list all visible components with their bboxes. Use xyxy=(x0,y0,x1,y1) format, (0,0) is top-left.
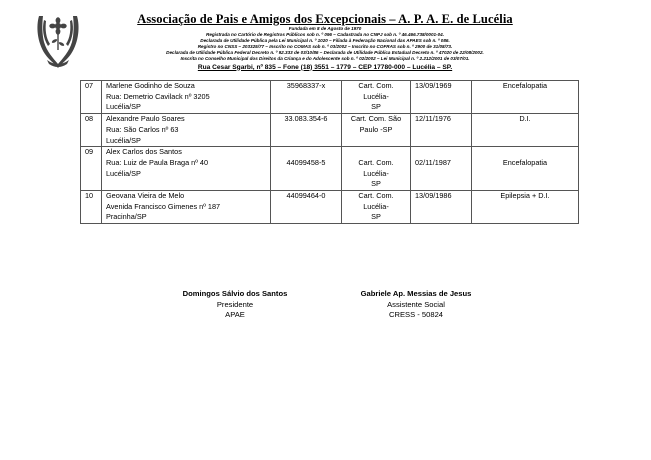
record-certificate-state: SP xyxy=(371,102,381,112)
record-name: Marlene Godinho de Souza xyxy=(106,81,195,90)
record-certificate-cell xyxy=(342,191,411,224)
record-certificate: Cart. Com. Lucélia- xyxy=(358,157,394,178)
record-city: Lucélia/SP xyxy=(106,168,141,178)
organization-title: Associação de Pais e Amigos dos Excepcionais – A. P. A. E. de Lucélia xyxy=(137,12,513,26)
record-birth-date: 12/11/1976 xyxy=(411,114,472,147)
signature-social-worker xyxy=(336,289,496,321)
record-diagnosis-value: Encefalopatia xyxy=(502,157,548,167)
record-document: 44099464-0 xyxy=(271,191,342,224)
signature-president xyxy=(155,289,315,321)
federal-utility-line: Declarada de Utilidade Pública Federal Decreto n. º 92.333 de 03/10/86 – Declarada de Utilidade Pública Estadual Decreto n. º 47020 de 22/08/2002. xyxy=(166,50,484,56)
record-name-cell xyxy=(102,191,271,224)
record-name-cell xyxy=(102,147,271,191)
table-row xyxy=(81,114,579,147)
signatory-role: Assistente Social xyxy=(387,299,445,309)
signatory-org: APAE xyxy=(225,310,245,320)
record-name: Alexandre Paulo Soares xyxy=(106,114,185,124)
letterhead xyxy=(95,12,555,72)
records-table xyxy=(80,80,579,224)
record-address: Rua: Luiz de Paula Braga nº 40 xyxy=(106,157,209,167)
record-document-value: 44099458-5 xyxy=(286,157,326,167)
signatory-registration: CRESS - 50824 xyxy=(388,310,444,320)
signatory-name: Domingos Sálvio dos Santos xyxy=(182,289,288,298)
record-birth-date: 13/09/1986 xyxy=(411,191,472,224)
record-city: Lucélia/SP xyxy=(106,102,141,112)
record-certificate: Cart. Com. São xyxy=(350,114,402,124)
record-document xyxy=(271,147,342,191)
record-city: Pracinha/SP xyxy=(106,212,147,222)
record-address: Rua: São Carlos nº 63 xyxy=(106,124,179,134)
table-row xyxy=(81,191,579,224)
municipal-utility-line: Declarada de Utilidade Pública pela Lei Municipal n. º 1020 – Filiada à Federação Nacional das APAES sob n. º 086. xyxy=(200,38,450,44)
record-birth-date: 13/09/1969 xyxy=(411,81,472,114)
record-birth-date xyxy=(411,147,472,191)
record-birth-date-value: 02/11/1987 xyxy=(415,157,451,167)
record-certificate-state: Paulo -SP xyxy=(359,124,393,134)
record-name: Alex Carlos dos Santos xyxy=(106,147,182,157)
table-row xyxy=(81,81,579,114)
signatory-name: Gabriele Ap. Messias de Jesus xyxy=(360,289,472,298)
record-address: Avenida Francisco Gimenes nº 187 xyxy=(106,201,221,211)
record-city: Lucélia/SP xyxy=(106,135,141,145)
record-number: 07 xyxy=(81,81,102,114)
record-certificate-state: SP xyxy=(371,212,381,222)
record-name-cell xyxy=(102,114,271,147)
record-address: Rua: Demetrio Cavilack nº 3205 xyxy=(106,91,210,101)
record-number: 09 xyxy=(81,147,102,191)
record-diagnosis xyxy=(472,147,579,191)
table-row xyxy=(81,147,579,191)
record-number: 10 xyxy=(81,191,102,224)
record-diagnosis: D.I. xyxy=(472,114,579,147)
record-document: 33.083.354-6 xyxy=(271,114,342,147)
record-name: Geovana Vieira de Melo xyxy=(106,191,185,201)
record-diagnosis: Encefalopatia xyxy=(472,81,579,114)
record-certificate: Cart. Com. Lucélia- xyxy=(358,191,394,211)
council-line: Inscrita no Conselho Municipal dos Direitos da Criança e do Adolescente sob n. º 02/2002 – Lei Municipal n. º 2.212/2001 de 03/07/01. xyxy=(180,56,470,62)
record-certificate-cell xyxy=(342,114,411,147)
record-certificate-cell xyxy=(342,147,411,191)
record-diagnosis: Epilepsia + D.I. xyxy=(472,191,579,224)
cnss-line: Registro no CNSS – 203325/77 – Inscrito no COMAS sob n. º 03/2002 – Inscrito no COFRAS sob n. º 2900 de 31/08/73. xyxy=(197,44,453,50)
registration-line: Registrada no Cartório de Registros Públicos sob n. º 096 – Cadastrada no CNPJ sob n. º 46.466.738/0001-04. xyxy=(206,32,444,38)
record-number: 08 xyxy=(81,114,102,147)
record-name-cell xyxy=(102,81,271,114)
record-document: 35968337-x xyxy=(271,81,342,114)
apae-logo xyxy=(33,8,83,72)
record-certificate-state: SP xyxy=(371,179,381,189)
record-certificate-cell xyxy=(342,81,411,114)
founding-line: Fundada em 8 de Agosto de 1970 xyxy=(288,26,362,31)
address-line: Rua Cesar Sgarbi, nº 835 – Fone (18) 3551 – 1779 – CEP 17780-000 – Lucélia – SP. xyxy=(197,63,453,71)
signatory-role: Presidente xyxy=(216,299,254,309)
record-certificate: Cart. Com. Lucélia- xyxy=(358,81,394,101)
